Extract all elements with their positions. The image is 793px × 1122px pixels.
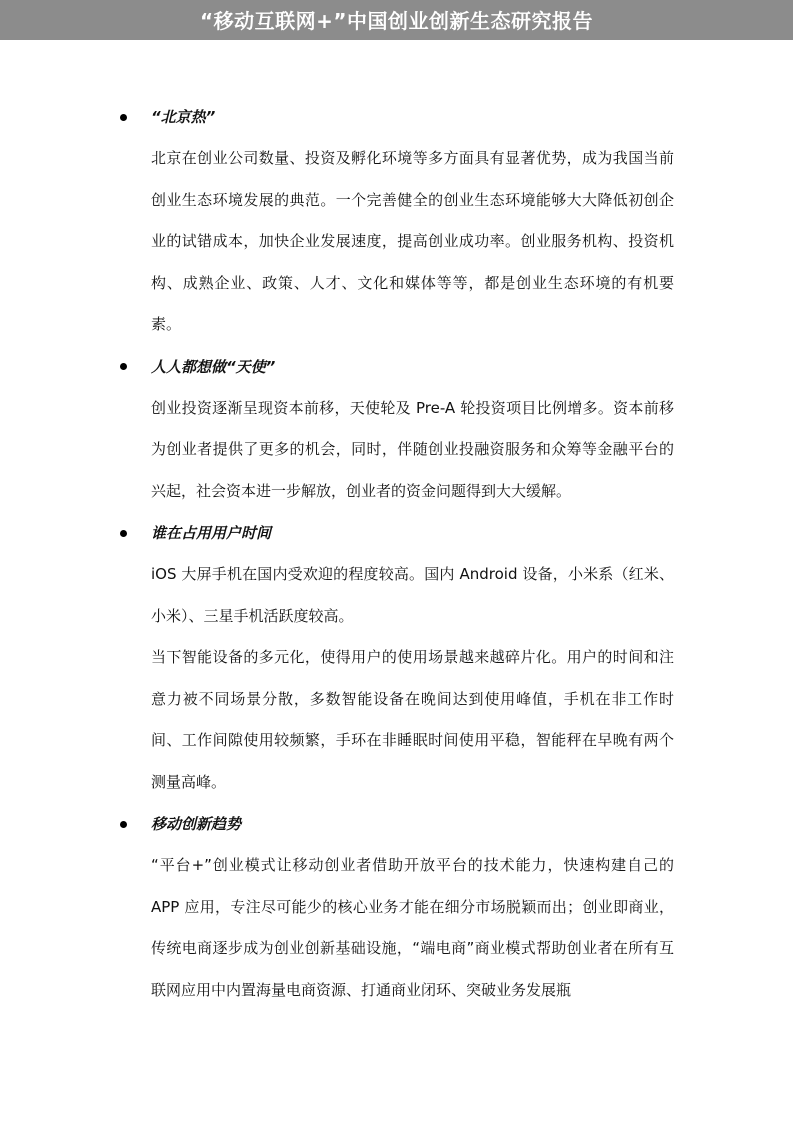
section-paragraph: iOS 大屏手机在国内受欢迎的程度较高。国内 Android 设备，小米系（红米、小米）、三星手机活跃度较高。: [151, 565, 674, 625]
section-paragraph: 北京在创业公司数量、投资及孵化环境等多方面具有显著优势，成为我国当前创业生态环境发展的典范。一个完善健全的创业生态环境能够大大降低初创企业的试错成本，加快企业发展速度，提高创业成功率。创业服务机构、投资机构、成熟企业、政策、人才、文化和媒体等等，都是创业生态环境的有机要素。: [151, 149, 674, 333]
report-title: “移动互联网+”中国创业创新生态研究报告: [199, 8, 594, 33]
section-paragraph: 当下智能设备的多元化，使得用户的使用场景越来越碎片化。用户的时间和注意力被不同场景分散，多数智能设备在晚间达到使用峰值，手机在非工作时间、工作间隙使用较频繁，手环在非睡眠时间使用平稳，智能秤在早晚有两个测量高峰。: [151, 648, 674, 791]
section-heading: “北京热”: [151, 108, 216, 126]
bullet-row: [0, 346, 793, 388]
bullet-row: [0, 512, 793, 554]
bullet-row: [0, 803, 793, 845]
bullet-dot-icon: [116, 346, 130, 388]
section-beijing: [0, 96, 793, 346]
bullet-dot-icon: [116, 803, 130, 845]
bullet-row: [0, 96, 793, 138]
section-heading: 谁在占用用户时间: [151, 524, 272, 542]
section-angel: [0, 346, 793, 513]
section-paragraph: “平台+”创业模式让移动创业者借助开放平台的技术能力，快速构建自己的 APP 应用，专注尽可能少的核心业务才能在细分市场脱颖而出；创业即商业，传统电商逐步成为创业创新基础设施，“端电商”商业模式帮助创业者在所有互联网应用中内置海量电商资源、打通商业闭环、突破业务发展瓶: [151, 856, 674, 999]
bullet-dot-icon: [116, 96, 130, 138]
section-heading: 人人都想做“天使”: [151, 357, 276, 376]
section-user-time: [0, 512, 793, 803]
document-body: [0, 96, 793, 1011]
bullet-dot-icon: [116, 512, 130, 554]
page-header: [0, 0, 793, 40]
section-paragraph: 创业投资逐渐呈现资本前移，天使轮及 Pre-A 轮投资项目比例增多。资本前移为创业者提供了更多的机会，同时，伴随创业投融资服务和众筹等金融平台的兴起，社会资本进一步解放，创业者的资金问题得到大大缓解。: [151, 398, 674, 500]
section-heading: 移动创新趋势: [151, 815, 242, 833]
section-mobile-trend: [0, 803, 793, 1011]
